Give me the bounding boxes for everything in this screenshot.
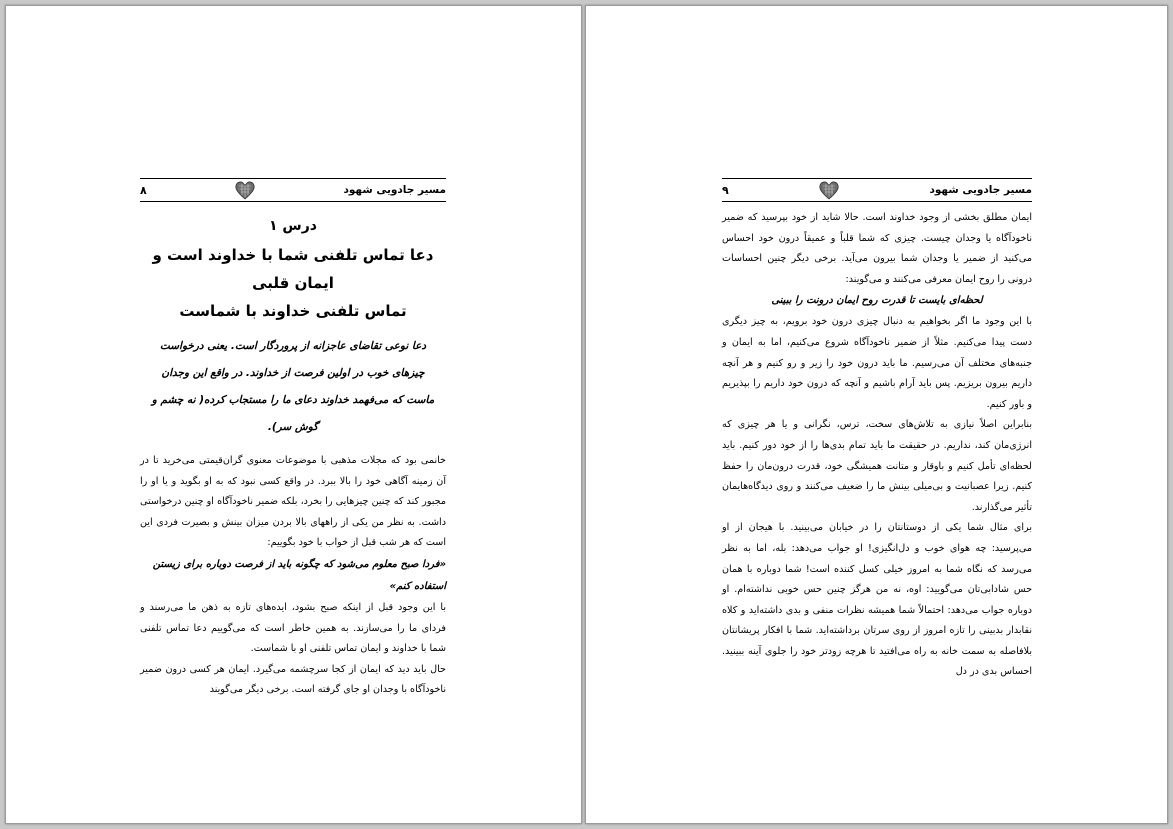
paragraph: ایمان مطلق بخشی از وجود خداوند است. حالا شاید از خود بپرسید که ضمیر ناخودآگاه یا وجدان چیست. چیزی که شما قلباً و عمیقاً درون خود احساس می‌کنید از ضمیر یا وجدان شما بیرون می‌آید. برخی دیگر چنین احساسات درونی را روح ایمان معرفی می‌کنند و می‌گویند: — [722, 212, 1032, 285]
paragraph: خانمی بود که مجلات مذهبی با موضوعات معنوی گران‌قیمتی می‌خرید تا در آن زمینه آگاهی خود را بالا ببرد. در واقع کسی نبود که به او بگوید و یا او را مجبور کند که چنین چیزهایی را بخرد، بلکه ضمیر ناخودآگاه او چنین درخواستی داشت. به نظر من یکی از راههای بالا بردن میزان بینش و بصیرت فردی این است که هر شب قبل از خواب با خود بگوییم: — [140, 455, 446, 549]
heart-emblem-icon — [818, 180, 840, 200]
page-left — [5, 5, 582, 824]
page-right — [585, 5, 1168, 824]
page-number: ۹ — [722, 183, 729, 197]
page-number: ۸ — [140, 183, 147, 197]
paragraph: حال باید دید که ایمان از کجا سرچشمه می‌گیرد. ایمان هر کسی درون ضمیر ناخودآگاه با وجدان او جای گرفته است. برخی دیگر می‌گویند — [140, 663, 446, 696]
lesson-title-line: تماس تلفنی خداوند با شماست — [179, 302, 407, 320]
page-header — [722, 178, 1032, 202]
page-header — [140, 178, 446, 202]
heart-emblem-icon — [234, 180, 256, 200]
lesson-title — [140, 241, 446, 325]
book-title: مسیر جادویی شهود — [343, 184, 446, 196]
lesson-number: درس ۱ — [269, 218, 317, 234]
page-body — [722, 208, 1032, 683]
quote: «فردا صبح معلوم می‌شود که چگونه باید از فرصت دوباره برای زیستن استفاده کنم» — [152, 558, 446, 592]
lesson-intro: دعا نوعی تقاضای عاجزانه از پروردگار است. یعنی درخواست چیزهای خوب در اولین فرصت از خداوند. در واقع این وجدان ماست که می‌فهمد خداوند دعای ما را مستجاب کرده( نه چشم و گوش سر). — [151, 340, 435, 433]
paragraph: برای مثال شما یکی از دوستانتان را در خیابان می‌بینید. با هیجان از او می‌پرسید: چه هوای خوب و دل‌انگیزی! او جواب می‌دهد: بله، اما به نظر می‌رسد که نگاه شما به امروز خیلی کسل کننده است! شما دوباره با همان حس شادابی‌تان می‌گویید: اوه، نه من هرگز چنین حس خوبی نداشته‌ام. او دوباره جواب می‌دهد: احتمالاً شما همیشه نظرات منفی و بدی داشته‌اید و کلاه نقابدار بدبینی را تازه امروز از روی سرتان برداشته‌اید. شما با افکار پریشانتان بلافاصله به سمت خانه به راه می‌افتید تا هرچه زودتر خود را جلوی آینه ببینید. احساس بدی در دل — [722, 522, 1032, 678]
lesson-title-line: دعا تماس تلفنی شما با خداوند است و ایمان قلبی — [152, 246, 434, 292]
paragraph: با این وجود قبل از اینکه صبح بشود، ایده‌های تازه به ذهن ما می‌رسند و فردای ما را می‌سازند. به همین خاطر است که می‌گوییم دعا تماس تلفنی شما با خداوند و ایمان تماس تلفنی او با شماست. — [140, 601, 446, 655]
book-title: مسیر جادویی شهود — [929, 184, 1032, 196]
paragraph: با این وجود ما اگر بخواهیم به دنبال چیزی درون خود برویم، به چیز دیگری دست پیدا می‌کنیم. مثلاً از ضمیر ناخودآگاه شروع می‌کنیم، اما به ایمان و جنبه‌های مختلف آن می‌رسیم. ما باید درون خود را زیر و رو کنیم و هر آنچه داریم بیرون بریزیم. پس باید آرام باشیم و آنچه که درون خود داریم را بپذیریم و باور کنیم. — [722, 316, 1032, 410]
paragraph: بنابراین اصلاً نیازی به تلاش‌های سخت، ترس، نگرانی و یا هر چیزی که انرژی‌مان کند، نداریم. در حقیقت ما باید تمام بدی‌ها را از خود دور کنیم. باید لحظه‌ای تأمل کنیم و باوقار و متانت همیشگی خود، قدرت درون‌مان را حفظ کنیم. زیرا عصبانیت و بی‌میلی بینش ما را ضعیف می‌کنند و روی دیدگاه‌هایمان تأثیر می‌گذارند. — [722, 419, 1032, 513]
subheading: لحظه‌ای بایست تا قدرت روح ایمان درونت را ببینی — [771, 295, 983, 307]
page-body — [140, 211, 446, 701]
